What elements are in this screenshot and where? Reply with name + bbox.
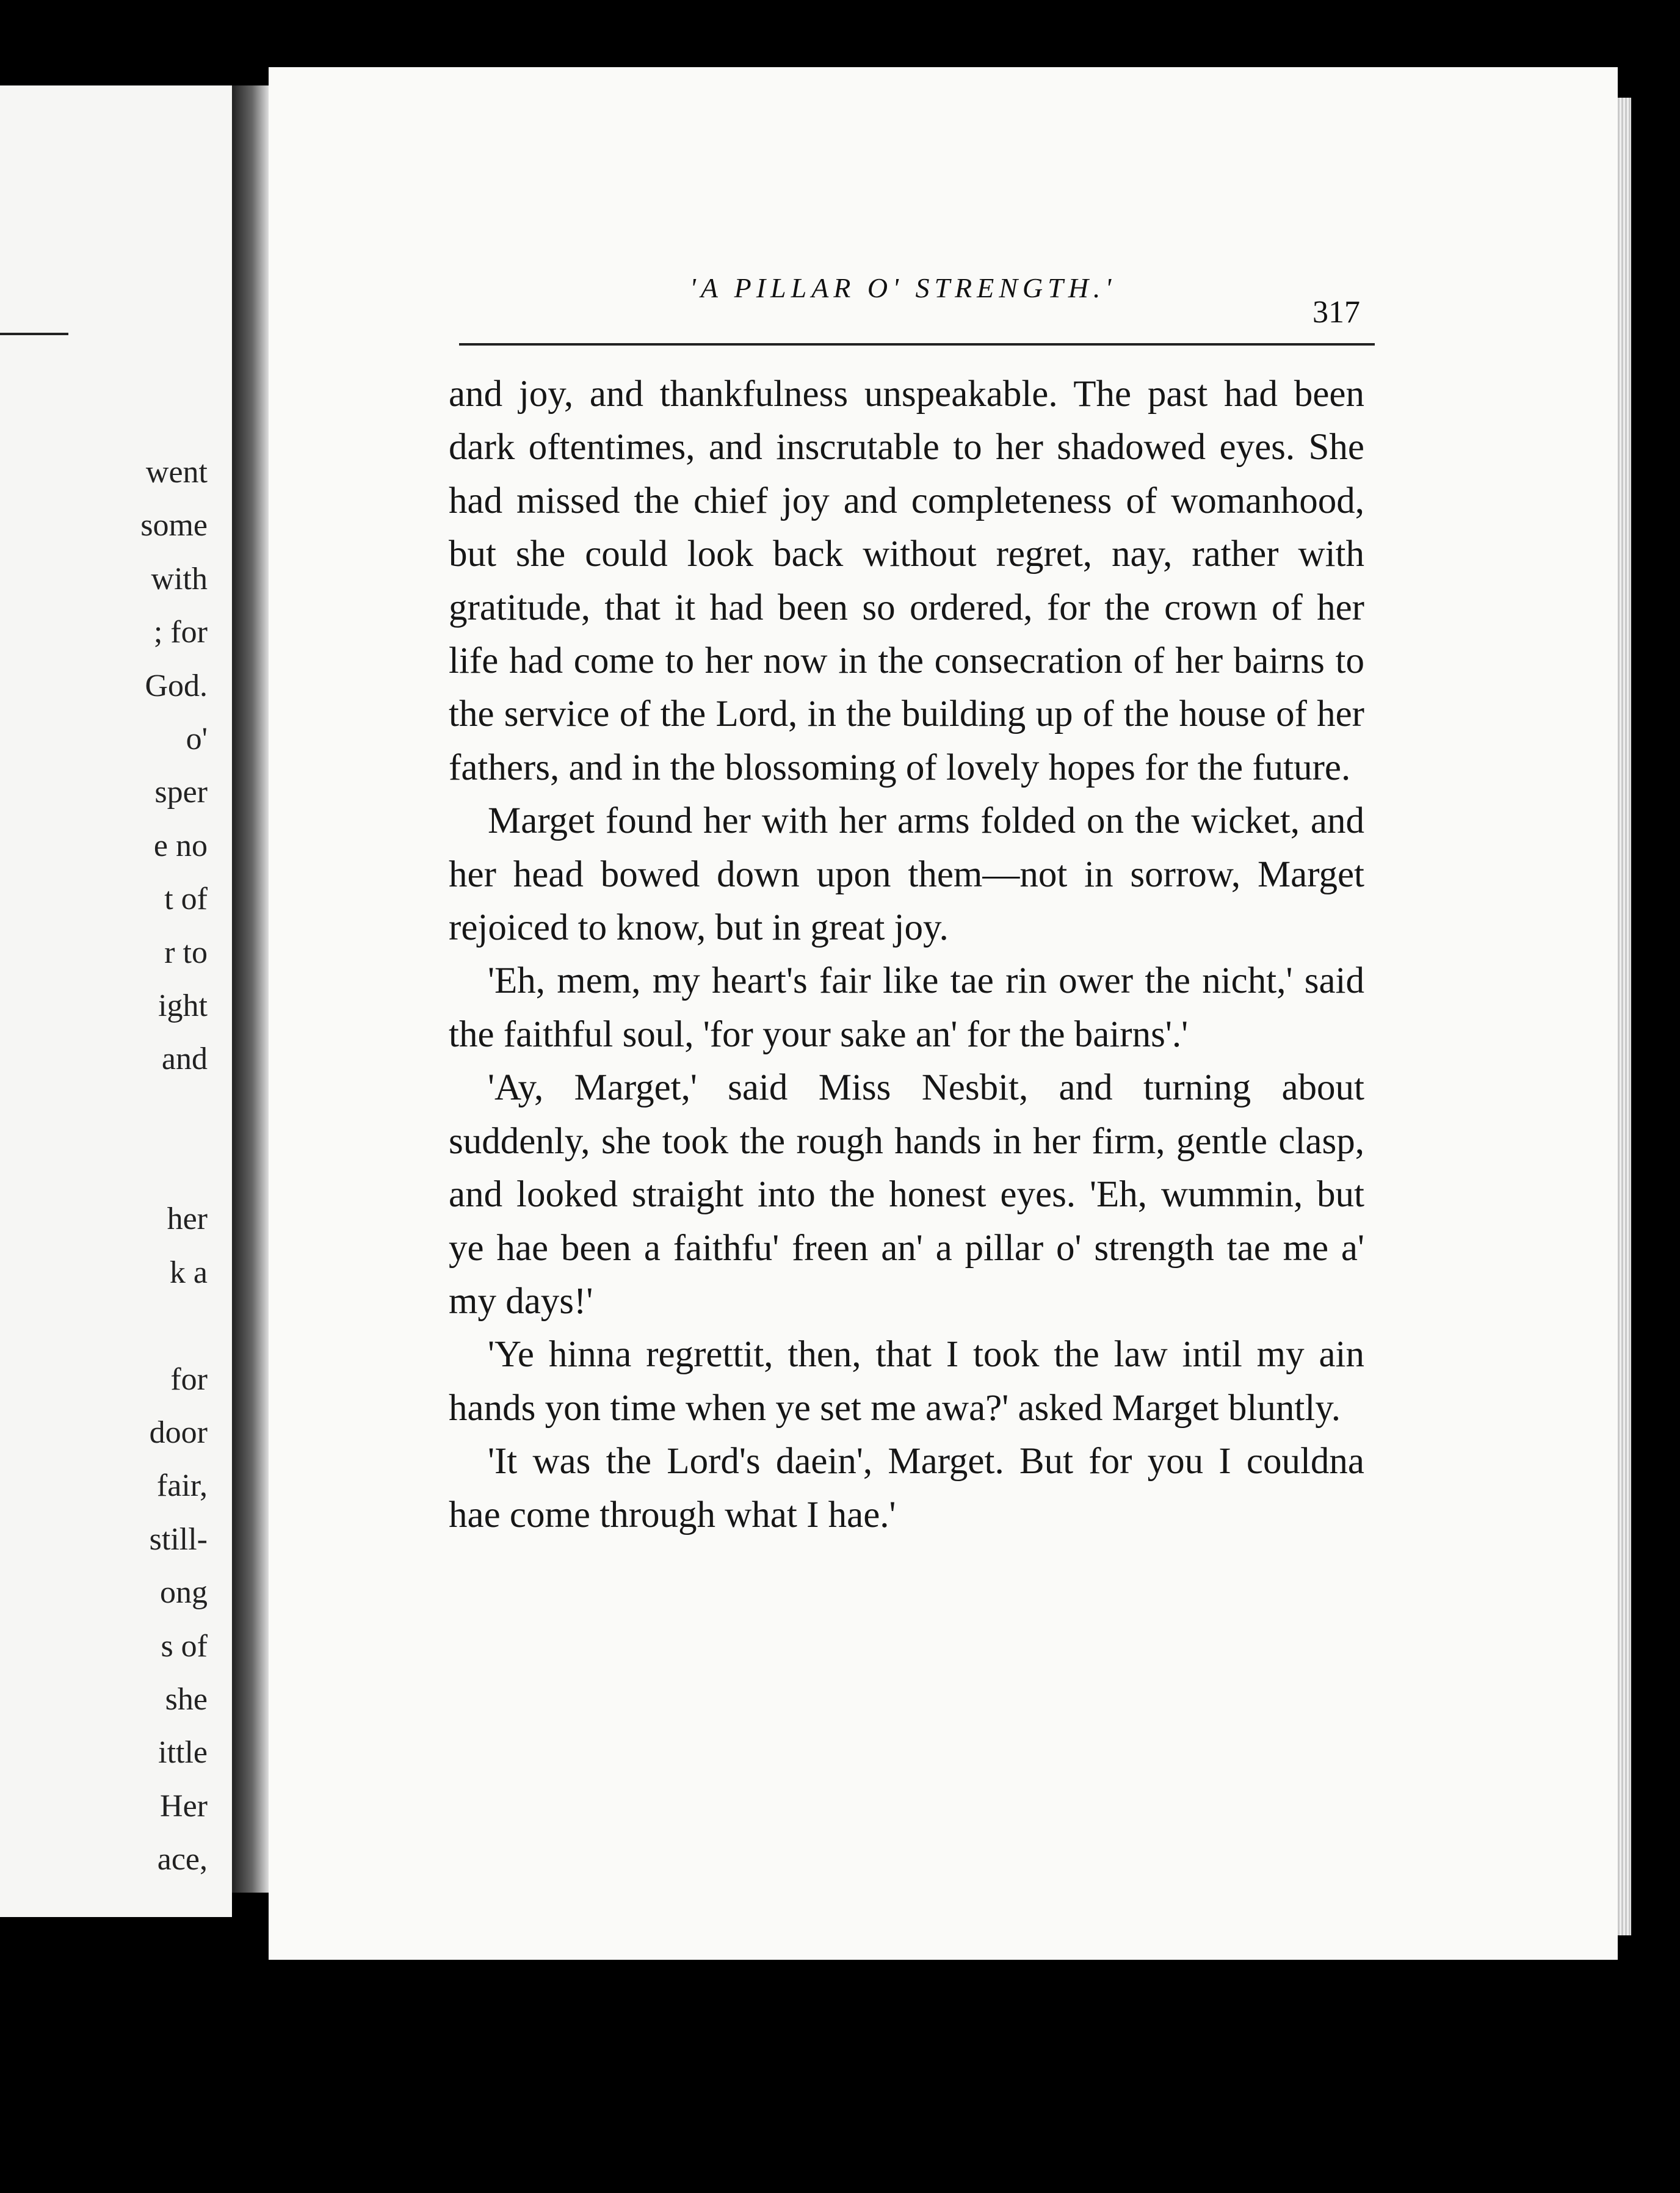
paragraph: 'Ye hinna regrettit, then, that I took the law intil my ain hands yon time when ye set me awa?' asked Marget bluntly. bbox=[449, 1334, 1364, 1429]
facing-page-line: sper bbox=[154, 775, 208, 810]
page-edges bbox=[1618, 98, 1631, 1935]
facing-page-line: with bbox=[151, 561, 208, 596]
facing-page-text bbox=[61, 446, 208, 1887]
facing-page-line: her bbox=[167, 1202, 208, 1237]
facing-page-line: ; for bbox=[153, 615, 208, 650]
facing-page-line: and bbox=[161, 1042, 208, 1077]
paragraph: 'Eh, mem, my heart's fair like tae rin ower the nicht,' said the faithful soul, 'for your sake an' for the bairns'.' bbox=[449, 960, 1364, 1055]
running-title: 'A PILLAR O' STRENGTH.' bbox=[690, 272, 1117, 303]
facing-page-line: ight bbox=[158, 988, 208, 1023]
facing-page-rule bbox=[0, 333, 68, 335]
facing-page-line: ittle bbox=[158, 1735, 208, 1771]
paragraph: Marget found her with her arms folded on the wicket, and her head bowed down upon them—not in sorrow, Marget rejoiced to know, but in great joy. bbox=[449, 800, 1364, 949]
paragraph: 'Ay, Marget,' said Miss Nesbit, and turning about suddenly, she took the rough hands in her firm, gentle clasp, and looked straight into the honest eyes. 'Eh, wummin, but ye hae been a faithfu' freen an' a pillar o' strength tae me a' my days!' bbox=[449, 1067, 1364, 1322]
facing-page-line: o' bbox=[186, 721, 208, 756]
facing-page-line bbox=[61, 1139, 208, 1192]
facing-page-line: some bbox=[140, 508, 208, 543]
facing-page-line: k a bbox=[169, 1255, 208, 1290]
page-number: 317 bbox=[1312, 295, 1360, 330]
facing-page-line: ace, bbox=[157, 1842, 208, 1877]
facing-page-line: for bbox=[170, 1361, 208, 1397]
facing-page-line: she bbox=[165, 1681, 208, 1717]
facing-page-line: t of bbox=[164, 882, 208, 917]
facing-page-line: still- bbox=[149, 1521, 208, 1557]
facing-page-line: s of bbox=[161, 1628, 208, 1664]
facing-page-line: door bbox=[149, 1415, 208, 1451]
header-rule bbox=[459, 343, 1375, 346]
facing-page-line: fair, bbox=[156, 1468, 208, 1504]
paragraph: and joy, and thankfulness unspeakable. The past had been dark oftentimes, and inscrutable to her shadowed eyes. She had missed the chief joy and completeness of womanhood, but she could look back without regret, nay, rather with gratitude, that it had been so ordered, for the crown of her life had come to her now in the consecration of her bairns to the service of the Lord, in the building up of the house of her fathers, and in the blossoming of lovely hopes for the future. bbox=[449, 374, 1364, 788]
facing-page bbox=[0, 85, 232, 1917]
facing-page-line bbox=[61, 1299, 208, 1352]
paragraph: 'It was the Lord's daein', Marget. But for you I couldna hae come through what I hae.' bbox=[449, 1441, 1364, 1535]
body-text bbox=[449, 368, 1364, 1542]
facing-page-line: r to bbox=[164, 935, 208, 970]
facing-page-line: ong bbox=[160, 1575, 208, 1611]
facing-page-line: went bbox=[145, 455, 208, 490]
facing-page-line: God. bbox=[145, 668, 208, 703]
facing-page-line: e no bbox=[153, 828, 208, 863]
book-gutter bbox=[232, 85, 269, 1893]
facing-page-line: Her bbox=[160, 1788, 208, 1824]
facing-page-line bbox=[61, 1086, 208, 1139]
